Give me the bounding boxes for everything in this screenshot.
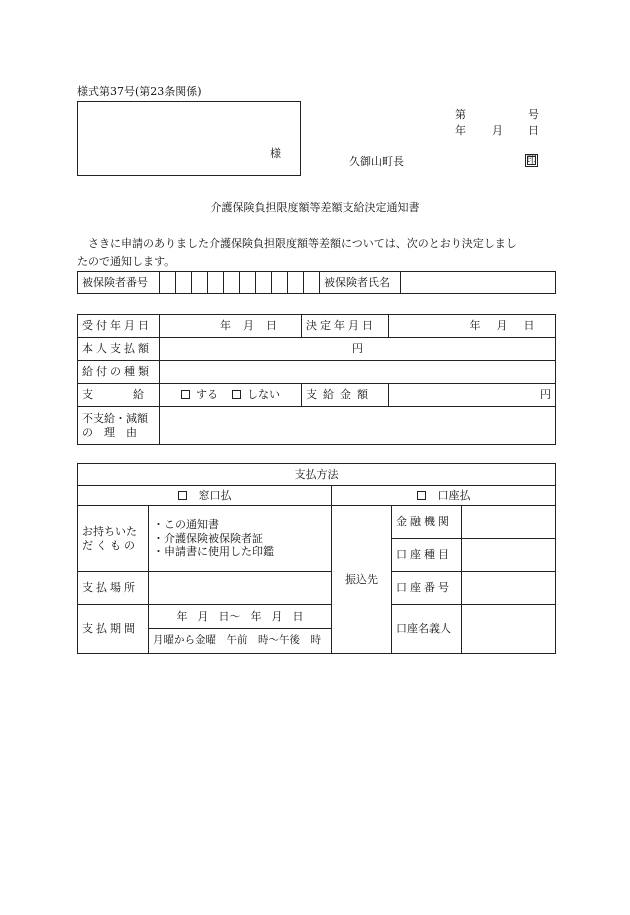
payment-method-table [77, 463, 556, 654]
account-type-field[interactable] [462, 539, 556, 572]
account-payment-option: 口座払 [332, 486, 556, 506]
insured-number-digit-cell[interactable] [288, 272, 304, 294]
payment-place-field[interactable] [149, 572, 332, 605]
reason-label: 不支給・減額 の 理 由 [78, 407, 160, 445]
self-pay-field[interactable] [160, 338, 556, 361]
insured-number-digit-cell[interactable] [272, 272, 288, 294]
bring-items-label: お持ちいた だくもの [78, 506, 149, 572]
checkbox-shinai[interactable] [232, 390, 241, 399]
insured-number-digit-cell[interactable] [304, 272, 320, 294]
hi: 日 [266, 319, 277, 333]
form-number: 様式第37号(第23条関係) [77, 85, 202, 98]
payment-amount-field[interactable] [389, 384, 556, 407]
insured-number-digit-cell[interactable] [192, 272, 208, 294]
decided-date-label: 決定年月日 [302, 315, 389, 338]
body-text-line1: さきに申請のありました介護保険負担限度額等差額については、次のとおり決定しまし [88, 237, 517, 250]
account-number-label: 口座番号 [392, 572, 462, 605]
counter-payment-option: 窓口払 [78, 486, 332, 506]
period-date-range[interactable]: 年 月 日～ 年 月 日 [149, 605, 331, 629]
nen: 年 [220, 319, 231, 333]
self-pay-label: 本人支払額 [78, 338, 160, 361]
account-type-label: 口座種目 [392, 539, 462, 572]
reason-field[interactable] [160, 407, 556, 445]
checkbox-suru[interactable] [181, 390, 190, 399]
payment-period-field [149, 605, 332, 654]
account-holder-label: 口座名義人 [392, 605, 462, 654]
insured-number-label: 被保険者番号 [78, 272, 160, 294]
payment-amount-label: 支給金額 [302, 384, 389, 407]
yen-unit: 円 [540, 388, 551, 402]
issue-go: 号 [528, 108, 539, 121]
benefit-type-label: 給付の種類 [78, 361, 160, 384]
tsuki: 月 [243, 319, 254, 333]
issuer-name: 久御山町長 [349, 155, 404, 168]
suru-label: する [196, 388, 218, 402]
received-date-field[interactable] [160, 315, 302, 338]
bank-field[interactable] [462, 506, 556, 539]
insured-name-label: 被保険者氏名 [320, 272, 401, 294]
insured-number-digit-cell[interactable] [240, 272, 256, 294]
insured-number-digit-cell[interactable] [208, 272, 224, 294]
insured-number-digit-cell[interactable] [160, 272, 176, 294]
payment-place-label: 支払場所 [78, 572, 149, 605]
insured-number-digit-cell[interactable] [256, 272, 272, 294]
yen-unit: 円 [352, 342, 363, 356]
insured-name-field[interactable] [401, 272, 556, 294]
checkbox-counter[interactable] [178, 491, 187, 500]
transfer-label: 振込先 [332, 506, 392, 654]
bring-items-list: ・この通知書 ・介護保険被保険者証 ・申請書に使用した印鑑 [149, 506, 332, 572]
received-date-label: 受付年月日 [78, 315, 160, 338]
decided-date-field[interactable] [389, 315, 556, 338]
body-text-line2: たので通知します。 [77, 255, 176, 268]
sama-label: 様 [270, 147, 281, 160]
payment-decision-options [160, 384, 302, 407]
period-hours[interactable]: 月曜から金曜 午前 時～午後 時 [153, 634, 321, 647]
issue-tsuki: 月 [492, 124, 503, 137]
insured-number-digit-cell[interactable] [224, 272, 240, 294]
benefit-type-field[interactable] [160, 361, 556, 384]
payment-period-label: 支払期間 [78, 605, 149, 654]
account-number-field[interactable] [462, 572, 556, 605]
document-title: 介護保険負担限度額等差額支給決定通知書 [210, 201, 420, 214]
issue-hi: 日 [528, 124, 539, 137]
bank-label: 金融機関 [392, 506, 462, 539]
nen: 年 [469, 319, 481, 333]
account-holder-field[interactable] [462, 605, 556, 654]
issue-nen: 年 [455, 124, 466, 137]
shinai-label: しない [247, 388, 280, 402]
hi: 日 [523, 319, 535, 333]
official-seal: 印 [526, 155, 537, 166]
address-box[interactable] [77, 101, 301, 176]
checkbox-account[interactable] [417, 491, 426, 500]
insured-number-digit-cell[interactable] [176, 272, 192, 294]
payment-decision-label: 支 給 [78, 384, 160, 407]
payment-method-header: 支払方法 [78, 464, 556, 486]
tsuki: 月 [496, 319, 508, 333]
issue-dai: 第 [455, 108, 466, 121]
insured-table [77, 271, 556, 294]
details-table [77, 314, 556, 445]
